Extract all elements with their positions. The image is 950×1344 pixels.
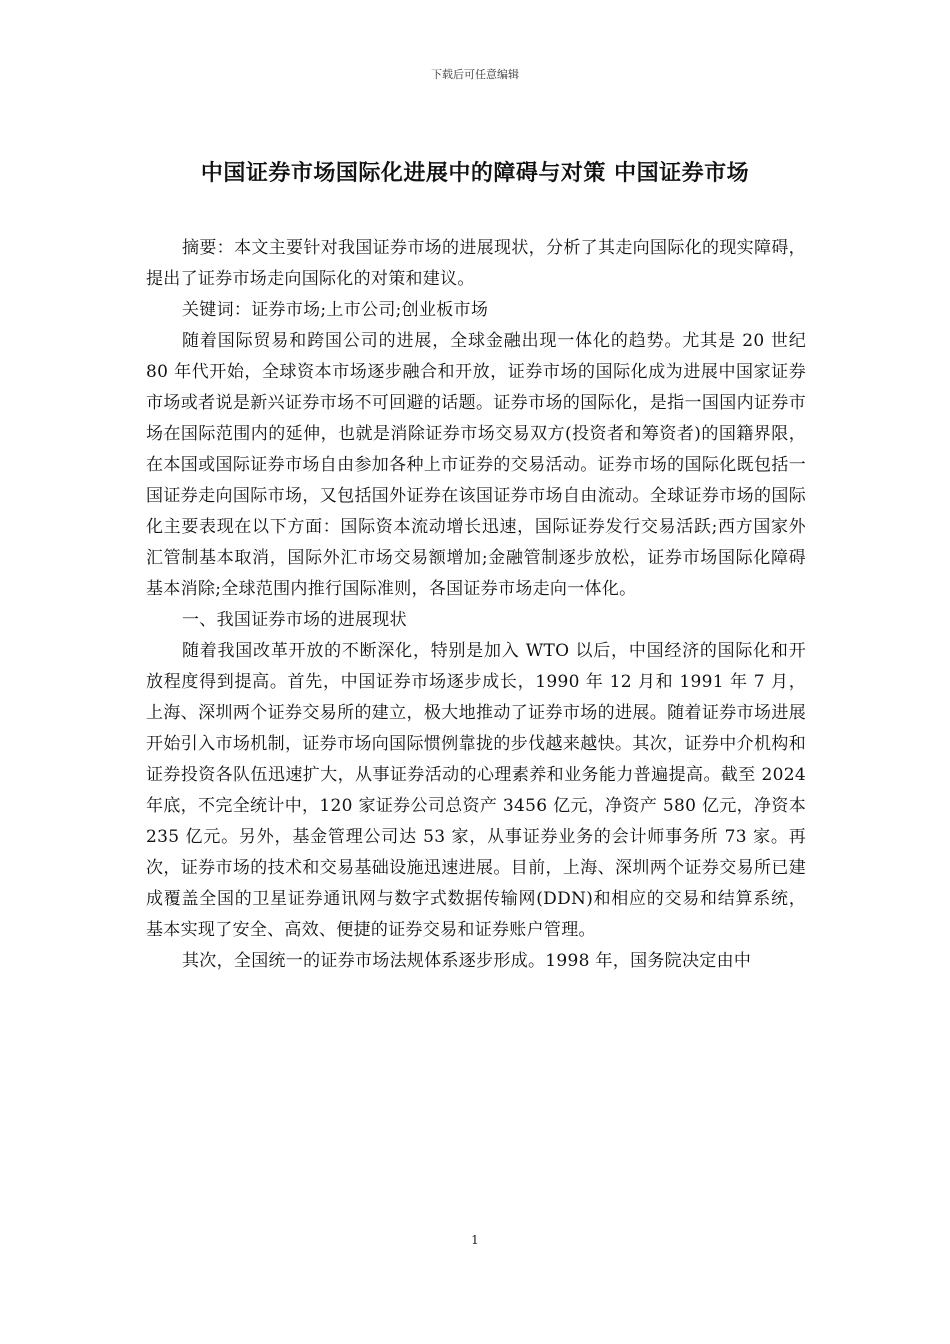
keywords-paragraph: 关键词：证券市场;上市公司;创业板市场: [182, 300, 489, 320]
document-title: 中国证券市场国际化进展中的障碍与对策 中国证券市场: [200, 161, 750, 186]
body-paragraph: 随着我国改革开放的不断深化，特别是加入 WTO 以后，中国经济的国际化和开放程度得到提高。首先，中国证券市场逐步成长，1990 年 12 月和 1991 年 7 月，上海、深圳两个证券交易所的建立，极大地推动了证券市场的进展。随着证券市场进展开始引入市场机制，证券市场向国际惯例靠拢的步伐越来越快。其次，证券中介机构和证券投资各队伍迅速扩大，从事证券活动的心理素养和业务能力普遍提高。截至 2024 年底，不完全统计中，120 家证券公司总资产 3456 亿元，净资产 580 亿元，净资本 235 亿元。另外，基金管理公司达 53 家，从事证券业务的会计师事务所 73 家。再次，证券市场的技术和交易基础设施迅速进展。目前，上海、深圳两个证券交易所已建成覆盖全国的卫星证券通讯网与数字式数据传输网(DDN)和相应的交易和结算系统，基本实现了安全、高效、便捷的证券交易和证券账户管理。: [146, 641, 806, 940]
intro-paragraph: 随着国际贸易和跨国公司的进展，全球金融出现一体化的趋势。尤其是 20 世纪 80 年代开始，全球资本市场逐步融合和开放，证券市场的国际化成为进展中国家证券市场或者说是新兴证券市场不可回避的话题。证券市场的国际化，是指一国国内证券市场在国际范围内的延伸，也就是消除证券市场交易双方(投资者和筹资者)的国籍界限，在本国或国际证券市场自由参加各种上市证券的交易活动。证券市场的国际化既包括一国证券走向国际市场，又包括国外证券在该国证券市场自由流动。全球证券市场的国际化主要表现在以下方面：国际资本流动增长迅速，国际证券发行交易活跃;西方国家外汇管制基本取消，国际外汇市场交易额增加;金融管制逐步放松，证券市场国际化障碍基本消除;全球范围内推行国际准则，各国证券市场走向一体化。: [146, 331, 806, 599]
section-heading: 一、我国证券市场的进展现状: [182, 610, 407, 630]
document-body: [146, 233, 806, 977]
page-number: 1: [471, 1233, 479, 1247]
body-paragraph: 其次，全国统一的证券市场法规体系逐步形成。1998 年，国务院决定由中: [182, 951, 752, 971]
abstract-paragraph: 摘要：本文主要针对我国证券市场的进展现状，分析了其走向国际化的现实障碍，提出了证券市场走向国际化的对策和建议。: [146, 238, 806, 289]
page-header-note: 下载后可任意编辑: [431, 68, 519, 81]
